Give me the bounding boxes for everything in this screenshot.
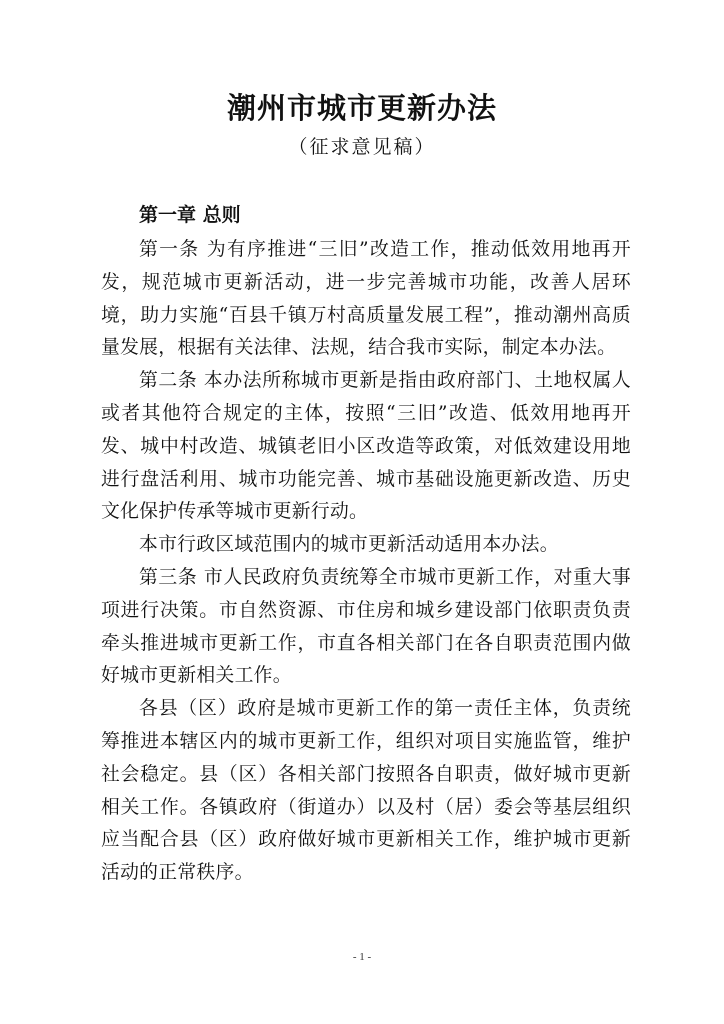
page-number: - 1 - bbox=[352, 951, 372, 963]
document-body bbox=[101, 199, 631, 890]
article-3-county-paragraph: 各县（区）政府是城市更新工作的第一责任主体，负责统筹推进本辖区内的城市更新工作，组织对项目实施监管，维护社会稳定。县（区）各相关部门按照各自职责，做好城市更新相关工作。各镇政府（街道办）以及村（居）委会等基层组织应当配合县（区）政府做好城市更新相关工作，维护城市更新活动的正常秩序。 bbox=[101, 698, 631, 884]
document-title: 潮州市城市更新办法 bbox=[226, 91, 497, 125]
article-2-paragraph: 第二条 本办法所称城市更新是指由政府部门、土地权属人或者其他符合规定的主体，按照“三旧”改造、低效用地再开发、城中村改造、城镇老旧小区改造等政策，对低效建设用地进行盘活利用、城市功能完善、城市基础设施更新改造、历史文化保护传承等城市更新行动。 bbox=[101, 370, 631, 523]
article-3-paragraph: 第三条 市人民政府负责统筹全市城市更新工作，对重大事项进行决策。市自然资源、市住房和城乡建设部门依职责负责牵头推进城市更新工作，市直各相关部门在各自职责范围内做好城市更新相关工作。 bbox=[101, 566, 631, 687]
article-1-paragraph: 第一条 为有序推进“三旧”改造工作，推动低效用地再开发，规范城市更新活动，进一步完善城市功能，改善人居环境，助力实施“百县千镇万村高质量发展工程”，推动潮州高质量发展，根据有关法律、法规，结合我市实际，制定本办法。 bbox=[101, 239, 631, 359]
chapter-heading: 第一章 总则 bbox=[139, 204, 241, 226]
article-2-scope-paragraph: 本市行政区域范围内的城市更新活动适用本办法。 bbox=[139, 534, 559, 556]
document-subtitle: （征求意见稿） bbox=[288, 136, 436, 158]
